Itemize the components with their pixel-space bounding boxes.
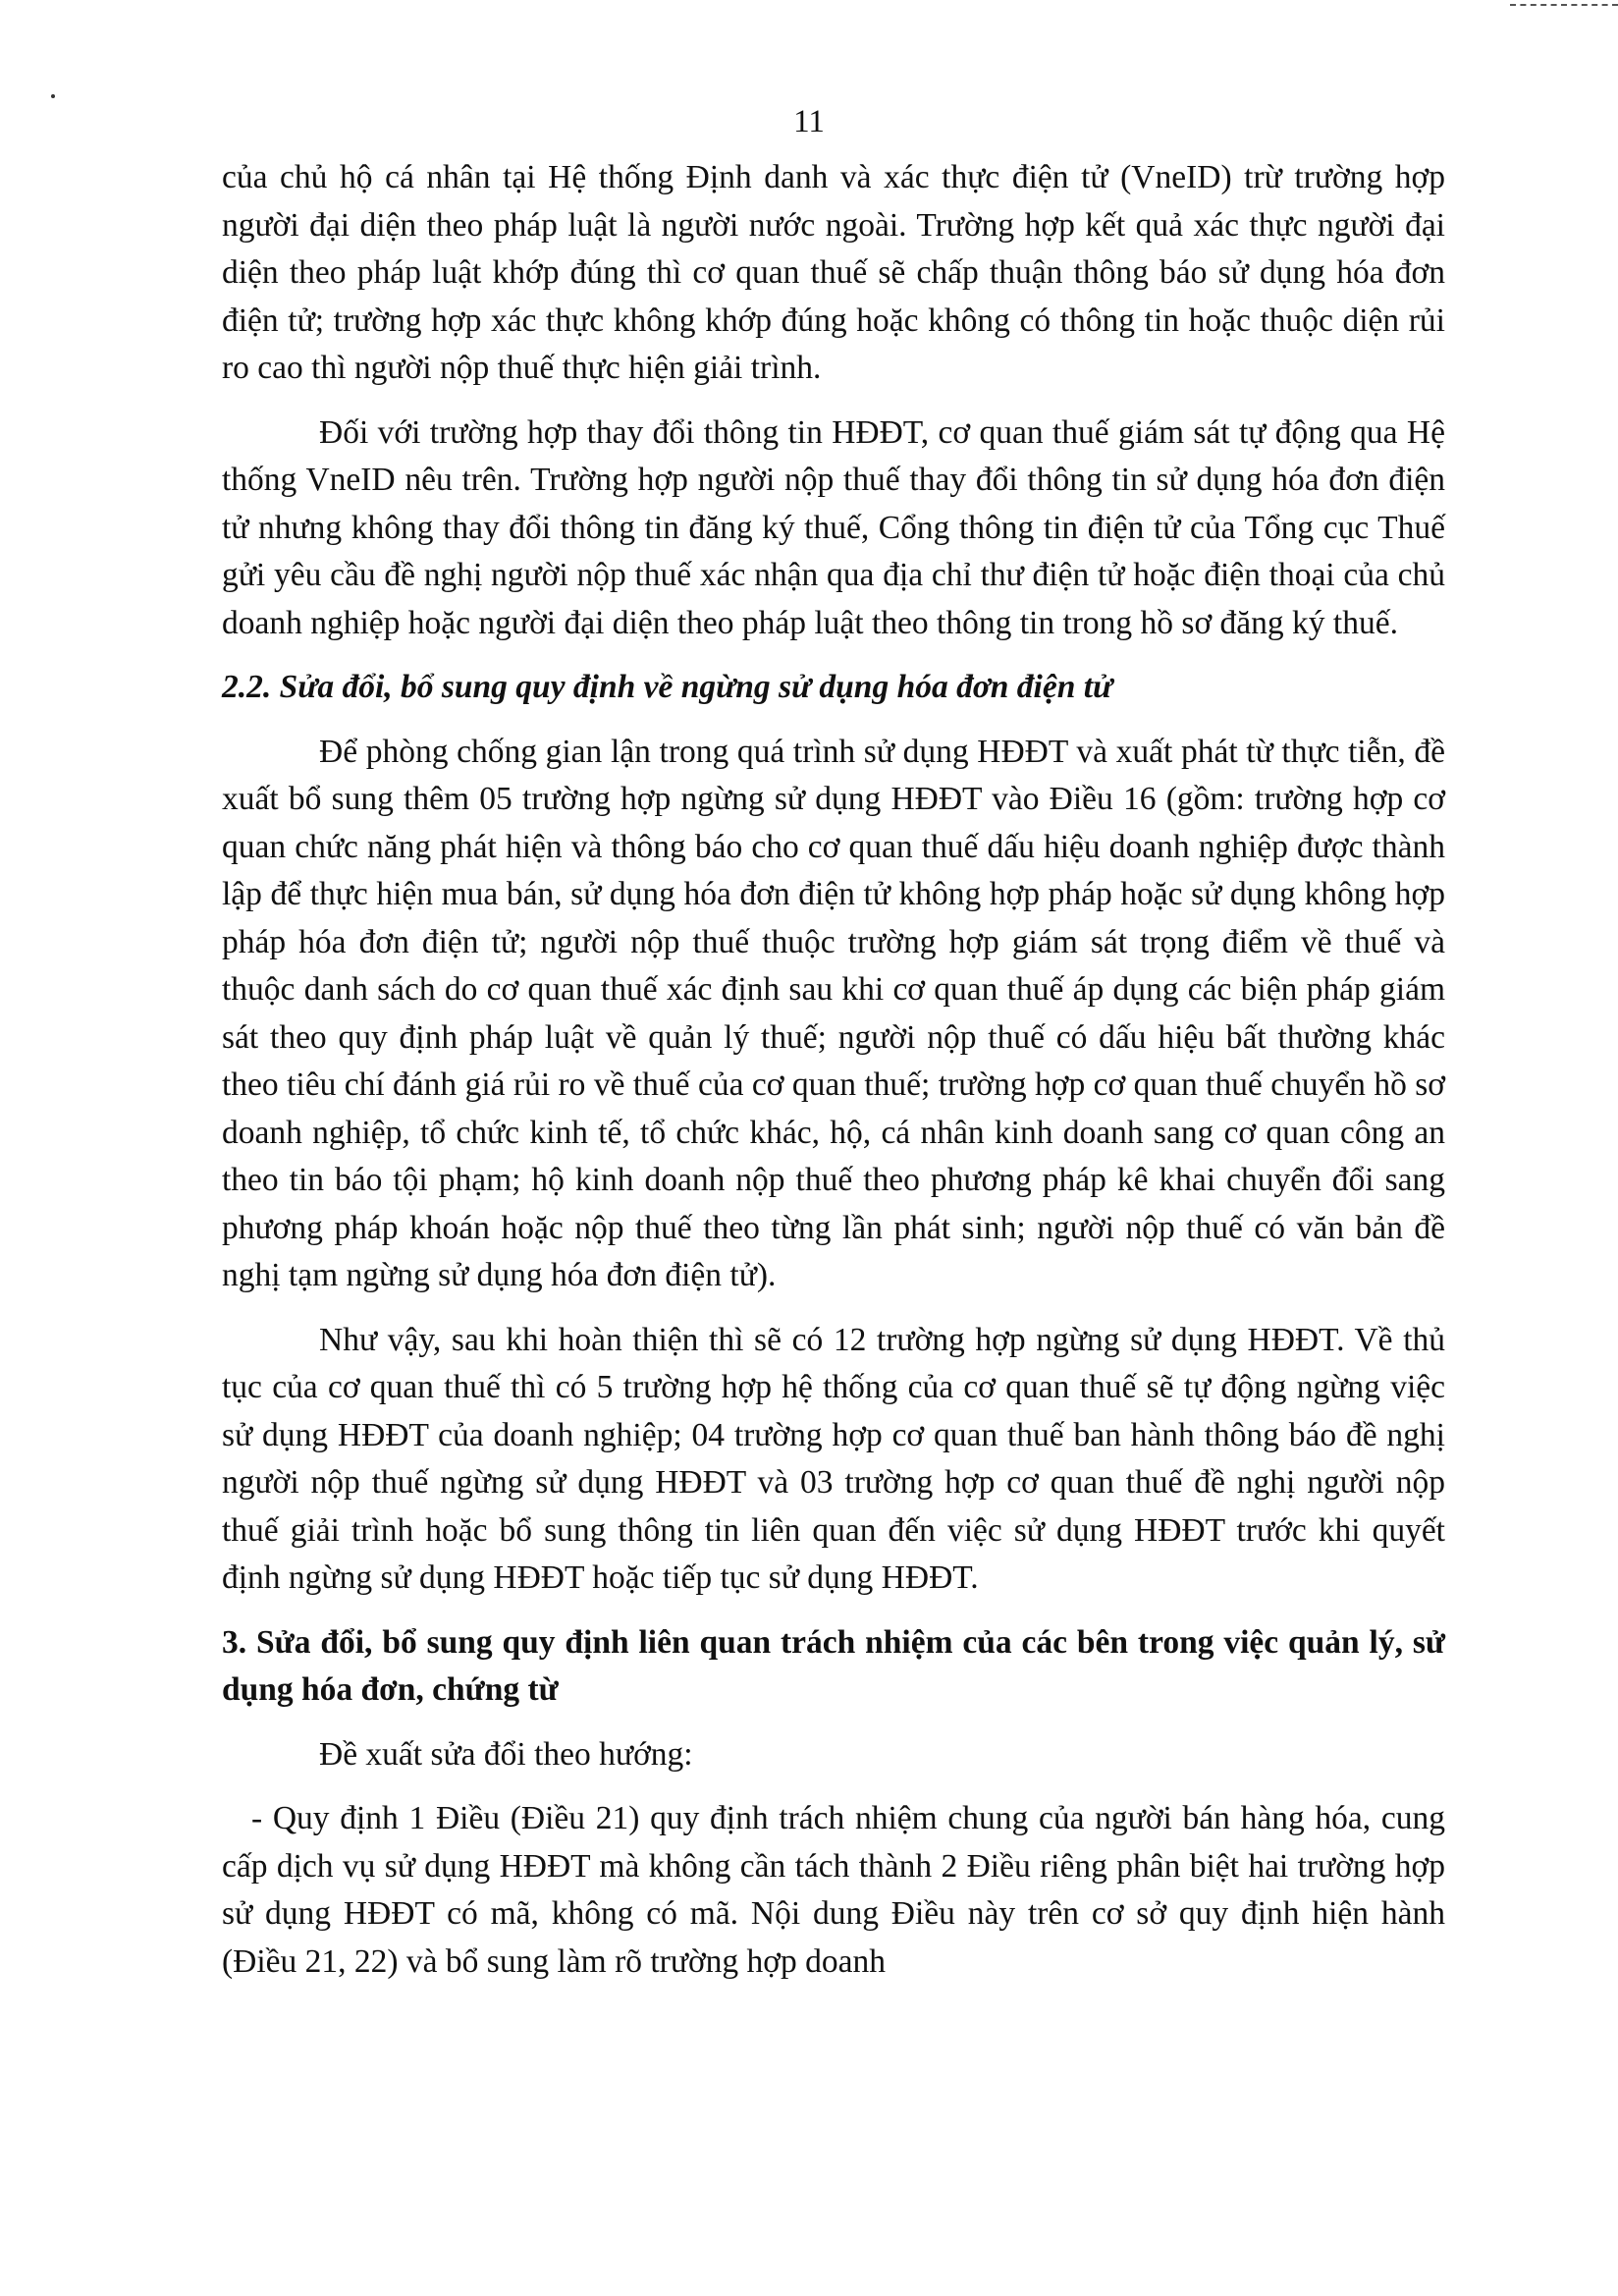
paragraph-proposal-intro: Đề xuất sửa đổi theo hướng: [319, 1735, 693, 1773]
document-body [222, 154, 1445, 2002]
section-heading-2-2: 2.2. Sửa đổi, bổ sung quy định về ngừng sử dụng hóa đơn điện tử [222, 669, 1113, 705]
scan-speck [51, 94, 55, 98]
page-number: 11 [793, 104, 825, 139]
scan-edge-mark [1510, 4, 1618, 9]
section-heading-3: 3. Sửa đổi, bổ sung quy định liên quan trách nhiệm của các bên trong việc quản lý, sử dụng hóa đơn, chứng từ [222, 1623, 1445, 1708]
paragraph-vneid-verification: của chủ hộ cá nhân tại Hệ thống Định danh và xác thực điện tử (VneID) trừ trường hợp người đại diện theo pháp luật là người nước ngoài. Trường hợp kết quả xác thực người đại diện theo pháp luật khớp đúng thì cơ quan thuế sẽ chấp thuận thông báo sử dụng hóa đơn điện tử; trường hợp xác thực không khớp đúng hoặc không có thông tin hoặc thuộc diện rủi ro cao thì người nộp thuế thực hiện giải trình. [222, 159, 1445, 386]
paragraph-info-change: Đối với trường hợp thay đổi thông tin HĐĐT, cơ quan thuế giám sát tự động qua Hệ thống VneID nêu trên. Trường hợp người nộp thuế thay đổi thông tin sử dụng hóa đơn điện tử nhưng không thay đổi thông tin đăng ký thuế, Cổng thông tin điện tử của Tổng cục Thuế gửi yêu cầu đề nghị người nộp thuế xác nhận qua địa chỉ thư điện tử hoặc điện thoại của chủ doanh nghiệp hoặc người đại diện theo pháp luật theo thông tin trong hồ sơ đăng ký thuế. [222, 413, 1445, 641]
paragraph-fraud-prevention: Để phòng chống gian lận trong quá trình sử dụng HĐĐT và xuất phát từ thực tiễn, đề xuất bổ sung thêm 05 trường hợp ngừng sử dụng HĐĐT vào Điều 16 (gồm: trường hợp cơ quan chức năng phát hiện và thông báo cho cơ quan thuế dấu hiệu doanh nghiệp được thành lập để thực hiện mua bán, sử dụng hóa đơn điện tử không hợp pháp hoặc sử dụng không hợp pháp hóa đơn điện tử; người nộp thuế thuộc trường hợp giám sát trọng điểm về thuế và thuộc danh sách do cơ quan thuế xác định sau khi cơ quan thuế áp dụng các biện pháp giám sát theo quy định pháp luật về quản lý thuế; người nộp thuế có dấu hiệu bất thường khác theo tiêu chí đánh giá rủi ro về thuế của cơ quan thuế; trường hợp cơ quan thuế chuyển hồ sơ doanh nghiệp, tổ chức kinh tế, tổ chức khác, hộ, cá nhân kinh doanh sang cơ quan công an theo tin báo tội phạm; hộ kinh doanh nộp thuế theo phương pháp kê khai chuyển đổi sang phương pháp khoán hoặc nộp thuế theo từng lần phát sinh; người nộp thuế có văn bản đề nghị tạm ngừng sử dụng hóa đơn điện tử). [222, 733, 1445, 1293]
paragraph-article-21: - Quy định 1 Điều (Điều 21) quy định trách nhiệm chung của người bán hàng hóa, cung cấp dịch vụ sử dụng HĐĐT mà không cần tách thành 2 Điều riêng phân biệt hai trường hợp sử dụng HĐĐT có mã, không có mã. Nội dung Điều này trên cơ sở quy định hiện hành (Điều 21, 22) và bổ sung làm rõ trường hợp doanh [222, 1800, 1445, 1980]
paragraph-12-cases: Như vậy, sau khi hoàn thiện thì sẽ có 12 trường hợp ngừng sử dụng HĐĐT. Về thủ tục của cơ quan thuế thì có 5 trường hợp hệ thống của cơ quan thuế sẽ tự động ngừng việc sử dụng HĐĐT của doanh nghiệp; 04 trường hợp cơ quan thuế ban hành thông báo đề nghị người nộp thuế ngừng sử dụng HĐĐT và 03 trường hợp cơ quan thuế đề nghị người nộp thuế giải trình hoặc bổ sung thông tin liên quan đến việc sử dụng HĐĐT trước khi quyết định ngừng sử dụng HĐĐT hoặc tiếp tục sử dụng HĐĐT. [222, 1321, 1445, 1596]
